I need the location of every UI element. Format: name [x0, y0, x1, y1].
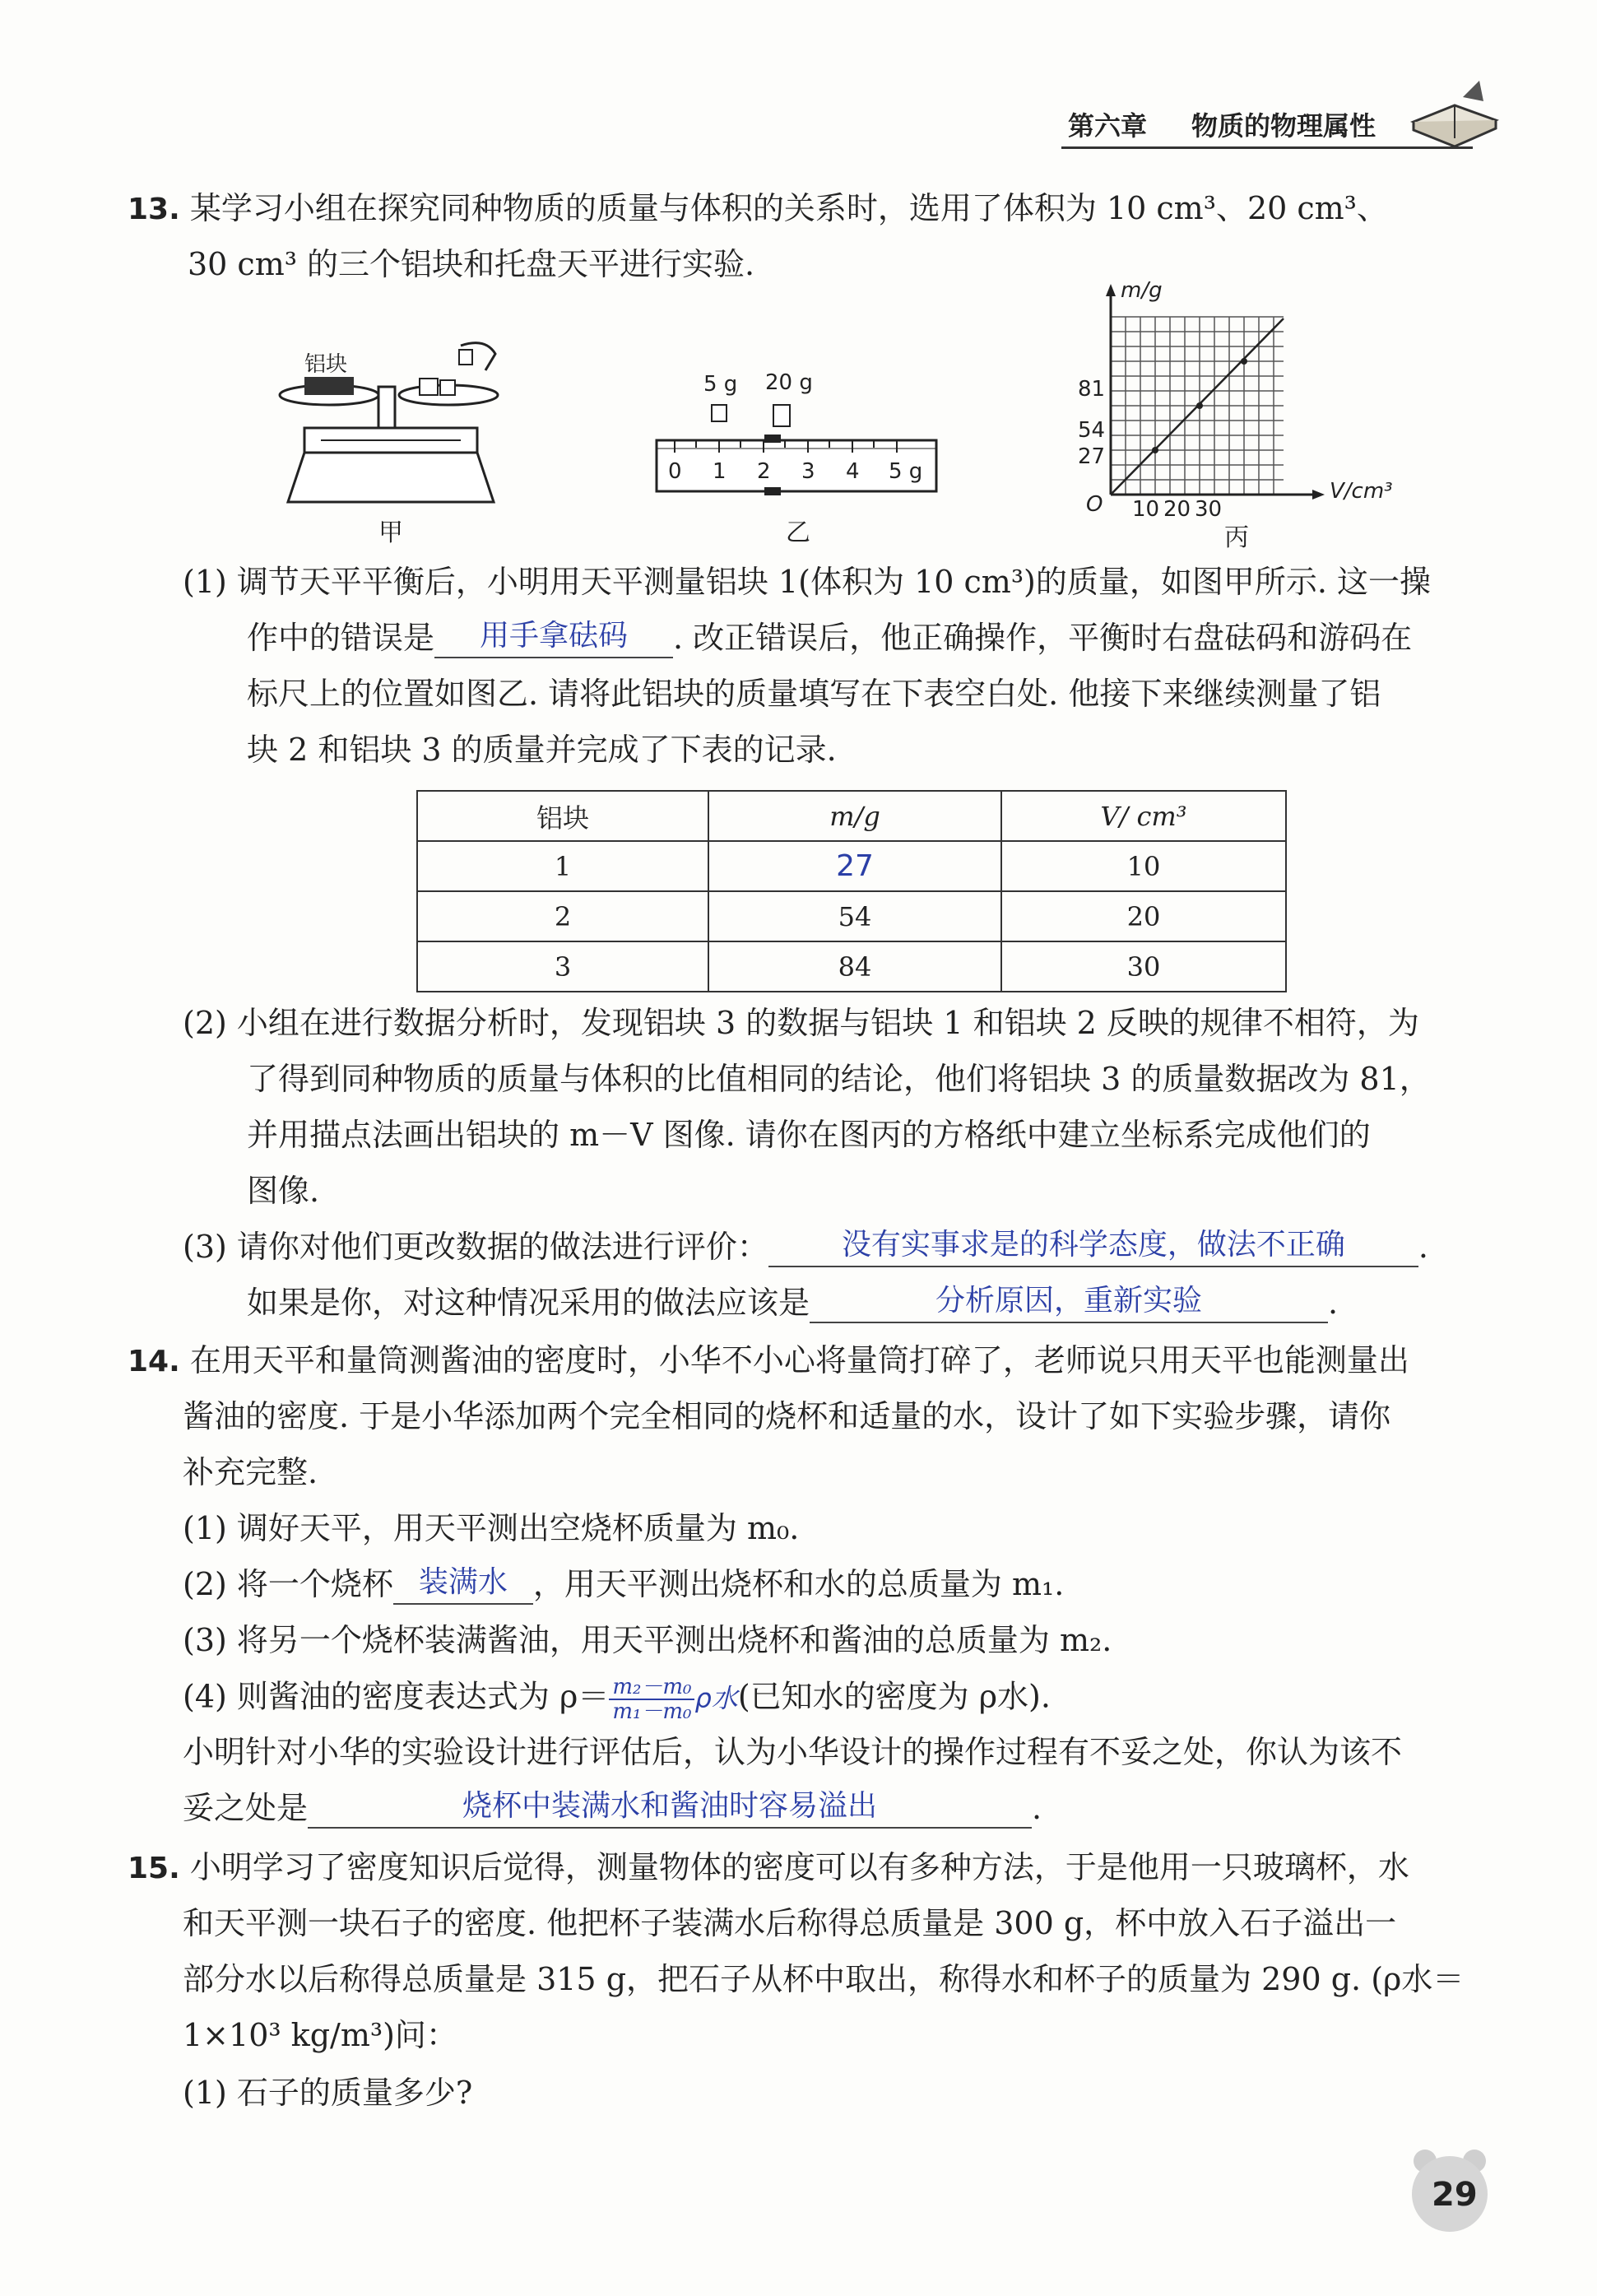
q14-step3: (3) 将另一个烧杯装满酱油，用天平测出烧杯和酱油的总质量为 m₂. [183, 1622, 1112, 1658]
tick-1: 1 [713, 459, 727, 484]
fraction-denominator: m₁－m₀ [612, 1699, 692, 1724]
q13-stem-line2: 30 cm³ 的三个铝块和托盘天平进行实验. [188, 246, 755, 282]
block-label: 铝块 [304, 352, 348, 377]
table-header-cell: V/ cm³ [1001, 791, 1286, 841]
q15-sub1: (1) 石子的质量多少? [183, 2075, 473, 2111]
figure-bing-label: 丙 [1224, 523, 1249, 552]
q14-step4-post: (已知水的密度为 ρ水). [737, 1678, 1051, 1715]
q14-step2 [183, 1564, 1064, 1605]
tick-0: 0 [668, 459, 682, 484]
q13-p1-line3: 标尺上的位置如图乙. 请将此铝块的质量填写在下表空白处. 他接下来继续测量了铝 [247, 676, 1381, 712]
table-cell-answer[interactable]: 27 [708, 841, 1001, 891]
q15-number: 15. [128, 1852, 180, 1885]
q14-eval-answer-blank[interactable] [308, 1791, 1032, 1829]
q14-eval-line2 [183, 1787, 1042, 1829]
q13-p3-line1-pre: (3) 请你对他们更改数据的做法进行评价： [183, 1229, 768, 1265]
q13-p3-line2 [247, 1282, 1338, 1323]
q13-p1-line2 [247, 617, 1412, 658]
q15-line2: 和天平测一块石子的密度. 他把杯子装满水后称得总质量是 300 g，杯中放入石子溢出一 [183, 1905, 1397, 1941]
table-header-cell: 铝块 [417, 791, 708, 841]
tick-2: 2 [757, 459, 771, 484]
q13-number: 13. [128, 193, 180, 226]
table-cell: 2 [417, 891, 708, 941]
q13-p1-answer: 用手拿砝码 [480, 619, 629, 653]
q13-stem-text: 某学习小组在探究同种物质的质量与体积的关系时，选用了体积为 10 cm³、20 cm³、 [189, 190, 1388, 226]
header-rule [1061, 146, 1473, 149]
y-tick-81: 81 [1078, 377, 1106, 402]
x-tick-30: 30 [1195, 497, 1223, 522]
y-tick-27: 27 [1078, 444, 1106, 469]
fraction-numerator: m₂－m₀ [609, 1676, 694, 1700]
q15-line3: 部分水以后称得总质量是 315 g，把石子从杯中取出，称得水和杯子的质量为 290 g. (ρ水＝ [183, 1961, 1465, 1997]
tick-4: 4 [846, 459, 860, 484]
book-icon [1405, 72, 1504, 150]
q14-number: 14. [128, 1345, 180, 1378]
q14-step2-post: ，用天平测出烧杯和水的总质量为 m₁. [532, 1566, 1065, 1602]
q14-eval-pre: 妥之处是 [183, 1790, 309, 1826]
table-row [417, 841, 1286, 891]
table-cell: 3 [417, 941, 708, 992]
weight-5g-label: 5 g [703, 372, 738, 397]
q13-p2-line3: 并用描点法画出铝块的 m－V 图像. 请你在图丙的方格纸中建立坐标系完成他们的 [247, 1117, 1371, 1153]
table-cell: 54 [708, 891, 1001, 941]
q13-p1-line2-post: . 改正错误后，他正确操作，平衡时右盘砝码和游码在 [673, 620, 1413, 656]
q13-p2-line1: (2) 小组在进行数据分析时，发现铝块 3 的数据与铝块 1 和铝块 2 反映的规律不相符，为 [183, 1005, 1419, 1041]
table-row [417, 941, 1286, 992]
q13-p2-line4: 图像. [247, 1173, 320, 1209]
data-table [416, 790, 1287, 992]
figure-jia [272, 329, 510, 543]
q13-p1-line4: 块 2 和铝块 3 的质量并完成了下表的记录. [247, 732, 837, 768]
table-cell: 20 [1001, 891, 1286, 941]
density-fraction[interactable] [609, 1676, 694, 1723]
page-number-badge [1400, 2140, 1499, 2238]
y-tick-54: 54 [1078, 418, 1106, 443]
q14-step4-pre: (4) 则酱油的密度表达式为 ρ＝ [183, 1678, 610, 1715]
table-header-cell: m/g [708, 791, 1001, 841]
table-header-row [417, 791, 1286, 841]
q14-stem-line3: 补充完整. [183, 1454, 318, 1490]
q13-p3-period1: . [1418, 1229, 1429, 1265]
table-cell: 84 [708, 941, 1001, 992]
page-number: 29 [1432, 2176, 1478, 2214]
q13-p3-line1 [183, 1226, 1428, 1267]
table-cell: 30 [1001, 941, 1286, 992]
tick-5g: 5 g [889, 459, 923, 484]
table-cell: 1 [417, 841, 708, 891]
q14-stem-line1 [128, 1340, 1409, 1383]
q13-p1-answer-blank[interactable] [434, 620, 673, 658]
fraction-rho: ρ水 [694, 1682, 738, 1714]
q13-p3-line2-pre: 如果是你，对这种情况采用的做法应该是 [247, 1285, 810, 1321]
q14-step4 [183, 1676, 1051, 1723]
chapter-label: 第六章 [1068, 110, 1148, 142]
q14-step2-answer-blank[interactable] [393, 1567, 533, 1605]
q15-line4: 1×10³ kg/m³)问： [183, 2017, 457, 2053]
figure-jia-label: 甲 [378, 518, 403, 547]
q14-stem-text: 在用天平和量筒测酱油的密度时，小华不小心将量筒打碎了，老师说只用天平也能测量出 [189, 1342, 1409, 1378]
q14-eval-line1: 小明针对小华的实验设计进行评估后，认为小华设计的操作过程有不妥之处，你认为该不 [183, 1734, 1403, 1770]
q15-line1 [128, 1847, 1409, 1889]
q13-p1-line1: (1) 调节天平平衡后，小明用天平测量铝块 1(体积为 10 cm³)的质量，如图甲所示. 这一操 [183, 564, 1432, 600]
figure-bing [1070, 272, 1399, 522]
tick-3: 3 [801, 459, 815, 484]
q13-p3-answer1-blank[interactable] [768, 1229, 1418, 1267]
q13-p1-line2-pre: 作中的错误是 [247, 620, 435, 656]
table-row [417, 891, 1286, 941]
q13-stem-line1 [128, 188, 1388, 230]
x-axis-label: V/cm³ [1330, 479, 1393, 504]
q13-p2-line2: 了得到同种物质的质量与体积的比值相同的结论，他们将铝块 3 的质量数据改为 81， [247, 1061, 1431, 1097]
table-cell: 10 [1001, 841, 1286, 891]
q15-line1-text: 小明学习了密度知识后觉得，测量物体的密度可以有多种方法，于是他用一只玻璃杯，水 [189, 1849, 1409, 1885]
q14-stem-line2: 酱油的密度. 于是小华添加两个完全相同的烧杯和适量的水，设计了如下实验步骤，请你 [183, 1398, 1391, 1434]
q14-step1: (1) 调好天平，用天平测出空烧杯质量为 m₀. [183, 1510, 800, 1546]
x-tick-10: 10 [1132, 497, 1160, 522]
q13-p3-answer2: 分析原因，重新实验 [935, 1284, 1203, 1318]
figure-yi [650, 362, 946, 510]
q14-eval-answer: 烧杯中装满水和酱油时容易溢出 [462, 1789, 878, 1823]
figure-yi-label: 乙 [786, 518, 810, 547]
q14-step2-pre: (2) 将一个烧杯 [183, 1566, 393, 1602]
q14-step2-answer: 装满水 [418, 1565, 508, 1599]
chapter-title: 物质的物理属性 [1191, 110, 1376, 142]
q13-p3-answer2-blank[interactable] [810, 1285, 1328, 1323]
q14-eval-period: . [1032, 1790, 1042, 1826]
q13-p3-period2: . [1328, 1285, 1339, 1321]
q13-p3-answer1: 没有实事求是的科学态度，做法不正确 [841, 1228, 1345, 1262]
y-axis-label: m/g [1121, 278, 1163, 303]
x-tick-20: 20 [1163, 497, 1191, 522]
origin-label: O [1086, 492, 1103, 517]
weight-20g-label: 20 g [765, 370, 813, 395]
